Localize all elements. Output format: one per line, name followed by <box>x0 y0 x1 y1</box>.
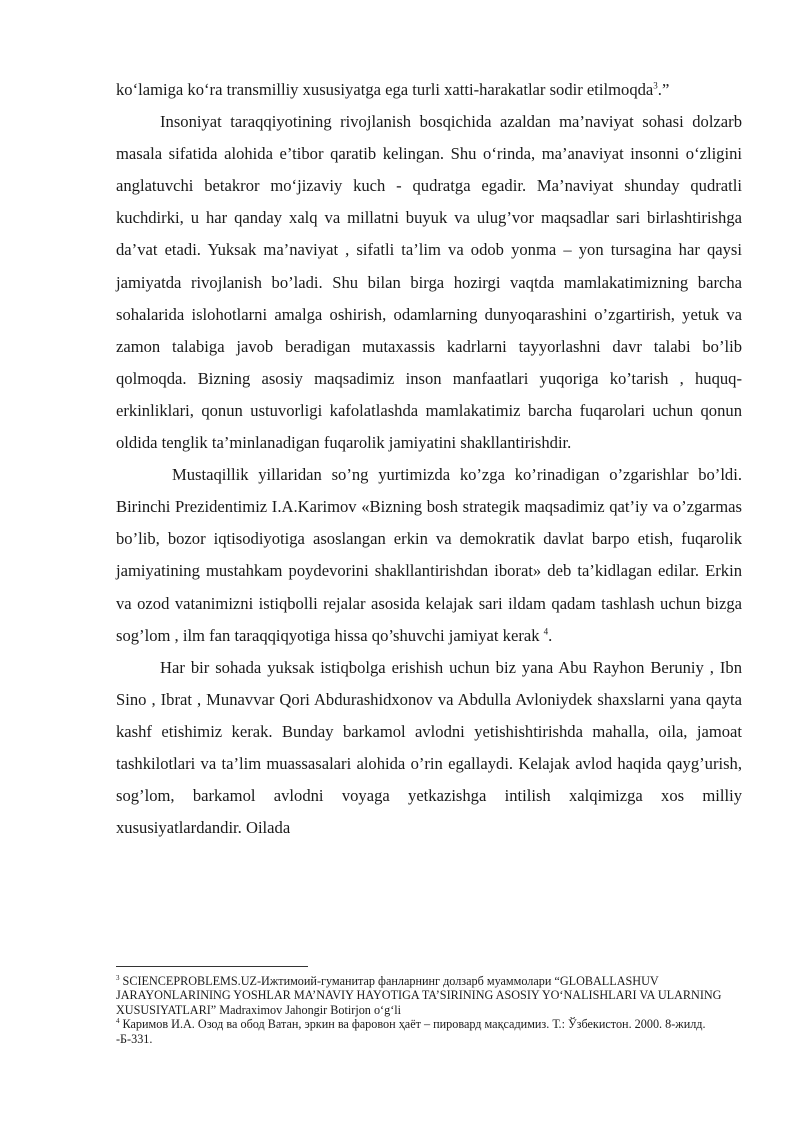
footnote-text: SCIENCEPROBLEMS.UZ-Ижтимоий-гуманитар фанларнинг долзарб муаммолари “GLOBALLASHUV JARAYONLARINING YOSHLAR MA’NAVIY HAYOTIGA TA’SIRINING ASOSIY YO‘NALISHLARI VA ULARNING XUSUSIYATLARI” Madraximov Jahongir Botirjon o‘g‘li <box>116 974 722 1017</box>
paragraph <box>116 459 742 652</box>
paragraph-continuation <box>116 74 742 106</box>
footnote-number: 4 <box>116 1017 120 1026</box>
footnotes <box>116 974 742 1046</box>
footnote-ref: 4 <box>543 626 549 637</box>
footnote-text: Каримов И.А. Озод ва обод Ватан, эркин ва фаровон ҳаёт – пировард мақсадимиз. Т.: Ўзбекистон. 2000. 8-жилд. -Б-331. <box>116 1017 706 1046</box>
body-text <box>116 74 742 844</box>
footnote-number: 3 <box>116 973 120 982</box>
footnote <box>116 974 742 1017</box>
paragraph-text: Mustaqillik yillaridan so’ng yurtimizda ko’zga ko’rinadigan o’zgarishlar bo’ldi. Birinchi Prezidentimiz I.A.Karimov «Bizning bosh strategik maqsadimiz qat’iy va o’zgarmas bo’lib, bozor iqtisodiyotiga asoslangan erkin va demokratik davlat barpo etish, fuqarolik jamiyatining mustahkam poydevorini shakllantirishdan iborat» deb ta’kidlagan edilar. Erkin va ozod vatanimizni istiqbolli rejalar asosida kelajak sari ildam qadam tashlash uchun bizga sog’lom , ilm fan taraqqiqyotiga hissa qo’shuvchi jamiyat kerak <box>116 465 742 645</box>
footnote-ref: 3 <box>653 80 658 91</box>
footnote-separator <box>116 966 308 967</box>
paragraph: Har bir sohada yuksak istiqbolga erishish uchun biz yana Abu Rayhon Beruniy , Ibn Sino , Ibrat , Munavvar Qori Abdurashidxonov va Abdulla Avloniydek shaxslarni yana qayta kashf etishimiz kerak. Bunday barkamol avlodni yetishishtirishda mahalla, oila, jamoat tashkilotlari va ta’lim muassasalari alohida o’rin egallaydi. Kelajak avlod haqida qayg’urish, sog’lom, barkamol avlodni voyaga yetkazishga intilish xalqimizga xos milliy xususiyatlardandir. Oilada <box>116 657 742 838</box>
paragraph: Insoniyat taraqqiyotining rivojlanish bosqichida azaldan ma’naviyat sohasi dolzarb masala sifatida alohida e’tibor qaratib kelingan. Shu o‘rinda, ma’anaviyat insonni o‘zligini anglatuvchi betakror mo‘jizaviy kuch - qudratga egadir. Ma’naviyat shunday qudratli kuchdirki, u har qanday xalq va millatni buyuk va ulug’vor maqsadlar sari birlashtirishga da’vat etadi. Yuksak ma’naviyat , sifatli ta’lim va odob yonma – yon tursagina har qaysi jamiyatda rivojlanish bo’ladi. Shu bilan birga hozirgi vaqtda mamlakatimizning barcha sohalarida islohotlarni amalga oshirish, odamlarning dunyoqarashini o’zgartirish, yetuk va zamon talabiga javob beradigan mutaxassis kadrlarni tayyorlashni davr talabi bo’lib qolmoqda. Bizning asosiy maqsadimiz inson manfaatlari yuqoriga ko’tarish , huquq-erkinliklari, qonun ustuvorligi kafolatlashda mamlakatimiz barcha fuqarolari uchun qonun oldida tenglik ta’minlanadigan fuqarolik jamiyatini shakllantirishdir. <box>116 112 742 453</box>
paragraph-text: ko‘lamiga ko‘ra transmilliy xususiyatga ega turli xatti-harakatlar sodir etilmoqda <box>116 80 654 99</box>
paragraph-tail: .” <box>657 80 670 99</box>
footnote <box>116 1017 742 1046</box>
paragraph-tail: . <box>548 625 553 645</box>
